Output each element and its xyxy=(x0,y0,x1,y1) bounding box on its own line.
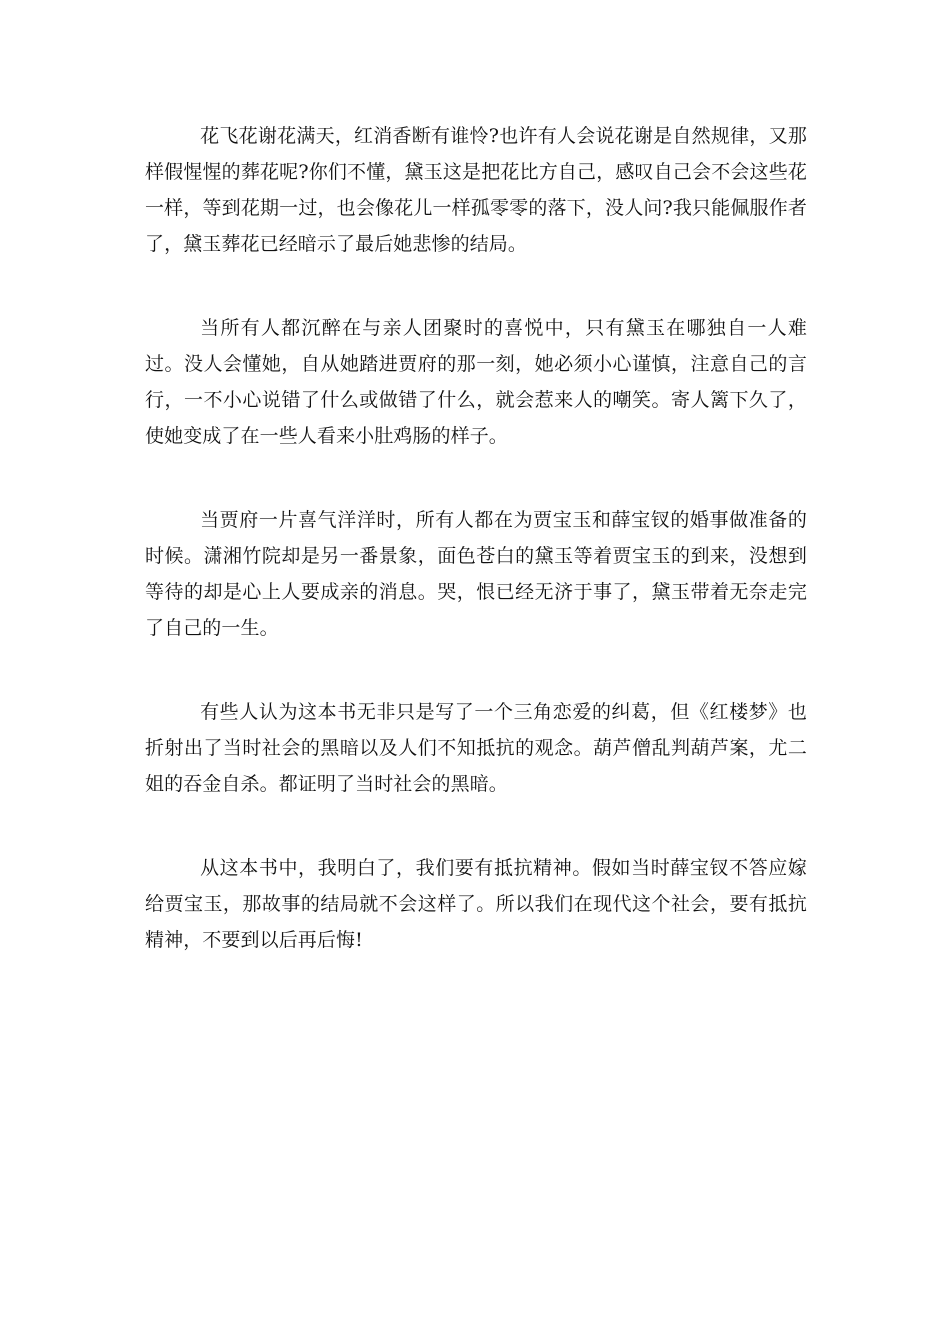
paragraph-1: 花飞花谢花满天，红消香断有谁怜?也许有人会说花谢是自然规律，又那样假惺惺的葬花呢?你们不懂，黛玉这是把花比方自己，感叹自己会不会这些花一样，等到花期一过，也会像花儿一样孤零零的落下，没人问?我只能佩服作者了，黛玉葬花已经暗示了最后她悲惨的结局。 xyxy=(145,125,807,255)
paragraph-2: 当所有人都沉醉在与亲人团聚时的喜悦中，只有黛玉在哪独自一人难过。没人会懂她，自从她踏进贾府的那一刻，她必须小心谨慎，注意自己的言行，一不小心说错了什么或做错了什么，就会惹来人的嘲笑。寄人篱下久了，使她变成了在一些人看来小肚鸡肠的样子。 xyxy=(145,317,807,447)
paragraph-5: 从这本书中，我明白了，我们要有抵抗精神。假如当时薛宝钗不答应嫁给贾宝玉，那故事的结局就不会这样了。所以我们在现代这个社会，要有抵抗精神，不要到以后再后悔! xyxy=(145,857,807,951)
document-body xyxy=(145,118,807,1006)
paragraph-3: 当贾府一片喜气洋洋时，所有人都在为贾宝玉和薛宝钗的婚事做准备的时候。潇湘竹院却是另一番景象，面色苍白的黛玉等着贾宝玉的到来，没想到等待的却是心上人要成亲的消息。哭，恨已经无济于事了，黛玉带着无奈走完了自己的一生。 xyxy=(145,509,807,639)
paragraph-4: 有些人认为这本书无非只是写了一个三角恋爱的纠葛，但《红楼梦》也折射出了当时社会的黑暗以及人们不知抵抗的观念。葫芦僧乱判葫芦案，尤二姐的吞金自杀。都证明了当时社会的黑暗。 xyxy=(145,701,807,795)
